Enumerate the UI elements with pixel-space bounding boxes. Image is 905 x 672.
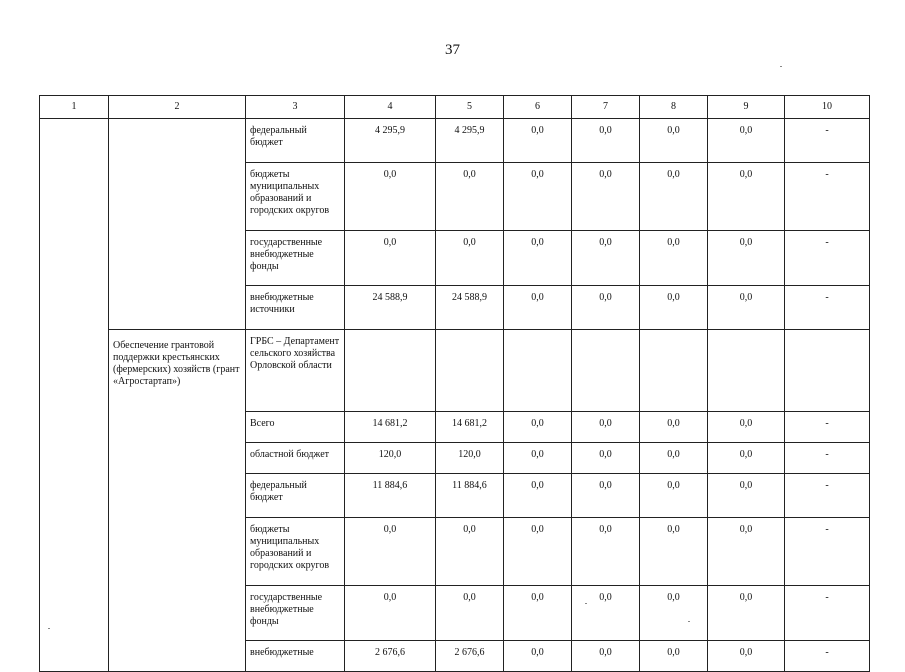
value-cell: [504, 330, 572, 412]
value-cell: 2 676,6: [345, 641, 436, 672]
value-cell: -: [785, 163, 870, 231]
header-cell: 9: [708, 96, 785, 119]
value-cell: 120,0: [436, 443, 504, 474]
value-cell: 14 681,2: [436, 412, 504, 443]
value-cell: 120,0: [345, 443, 436, 474]
value-cell: 0,0: [345, 231, 436, 286]
table-row: [40, 119, 870, 163]
value-cell: 0,0: [708, 474, 785, 518]
value-cell: [785, 330, 870, 412]
value-cell: 0,0: [640, 586, 708, 641]
value-cell: [708, 330, 785, 412]
header-cell: 8: [640, 96, 708, 119]
value-cell: 0,0: [572, 518, 640, 586]
value-cell: 0,0: [345, 586, 436, 641]
value-cell: 0,0: [436, 163, 504, 231]
value-cell: 0,0: [572, 641, 640, 672]
scan-speck: [780, 66, 782, 67]
value-cell: 0,0: [572, 231, 640, 286]
value-cell: 0,0: [640, 474, 708, 518]
value-cell: 0,0: [572, 412, 640, 443]
value-cell: 0,0: [708, 231, 785, 286]
value-cell: 0,0: [504, 586, 572, 641]
source-label: бюджеты муниципальных образований и городских округов: [246, 518, 345, 586]
value-cell: 0,0: [504, 231, 572, 286]
value-cell: 0,0: [572, 586, 640, 641]
source-label: федеральный бюджет: [246, 119, 345, 163]
event-cell-empty: [109, 119, 246, 330]
value-cell: -: [785, 286, 870, 330]
value-cell: 0,0: [436, 231, 504, 286]
source-label: внебюджетные источники: [246, 286, 345, 330]
value-cell: 0,0: [640, 231, 708, 286]
value-cell: -: [785, 641, 870, 672]
value-cell: 11 884,6: [345, 474, 436, 518]
value-cell: 0,0: [436, 586, 504, 641]
value-cell: 11 884,6: [436, 474, 504, 518]
value-cell: 0,0: [708, 163, 785, 231]
value-cell: 0,0: [345, 518, 436, 586]
scan-speck: [48, 628, 50, 629]
header-cell: 5: [436, 96, 504, 119]
value-cell: 0,0: [640, 641, 708, 672]
source-label: ГРБС – Департамент сельского хозяйства Орловской области: [246, 330, 345, 412]
header-cell: 1: [40, 96, 109, 119]
value-cell: 0,0: [504, 474, 572, 518]
value-cell: 0,0: [708, 286, 785, 330]
source-label: внебюджетные: [246, 641, 345, 672]
scan-speck: [585, 603, 587, 604]
header-cell: 10: [785, 96, 870, 119]
page-number: 37: [445, 42, 460, 58]
scan-speck: [688, 621, 690, 622]
value-cell: 0,0: [708, 119, 785, 163]
value-cell: 24 588,9: [436, 286, 504, 330]
value-cell: -: [785, 586, 870, 641]
value-cell: 0,0: [572, 119, 640, 163]
value-cell: 4 295,9: [436, 119, 504, 163]
header-cell: 2: [109, 96, 246, 119]
value-cell: -: [785, 443, 870, 474]
value-cell: 0,0: [572, 163, 640, 231]
value-cell: 0,0: [504, 443, 572, 474]
header-cell: 3: [246, 96, 345, 119]
value-cell: 2 676,6: [436, 641, 504, 672]
value-cell: 0,0: [504, 412, 572, 443]
value-cell: 0,0: [640, 286, 708, 330]
value-cell: 0,0: [345, 163, 436, 231]
source-label: федеральный бюджет: [246, 474, 345, 518]
value-cell: 0,0: [504, 518, 572, 586]
value-cell: 0,0: [640, 443, 708, 474]
value-cell: -: [785, 412, 870, 443]
value-cell: 0,0: [640, 163, 708, 231]
source-label: государственные внебюджетные фонды: [246, 586, 345, 641]
value-cell: [436, 330, 504, 412]
source-label: Всего: [246, 412, 345, 443]
header-cell: 6: [504, 96, 572, 119]
source-label: бюджеты муниципальных образований и городских округов: [246, 163, 345, 231]
value-cell: 24 588,9: [345, 286, 436, 330]
value-cell: 14 681,2: [345, 412, 436, 443]
value-cell: 0,0: [504, 286, 572, 330]
source-label: областной бюджет: [246, 443, 345, 474]
value-cell: -: [785, 518, 870, 586]
table-row: [40, 330, 870, 412]
index-cell: [40, 119, 109, 672]
value-cell: 0,0: [504, 163, 572, 231]
value-cell: 0,0: [708, 412, 785, 443]
source-label: государственные внебюджетные фонды: [246, 231, 345, 286]
value-cell: 0,0: [504, 119, 572, 163]
header-cell: 4: [345, 96, 436, 119]
value-cell: [572, 330, 640, 412]
value-cell: 4 295,9: [345, 119, 436, 163]
table-header-row: [40, 96, 870, 119]
budget-table: [39, 95, 870, 672]
value-cell: 0,0: [708, 586, 785, 641]
value-cell: 0,0: [640, 518, 708, 586]
value-cell: 0,0: [708, 518, 785, 586]
value-cell: 0,0: [640, 412, 708, 443]
value-cell: 0,0: [504, 641, 572, 672]
value-cell: -: [785, 474, 870, 518]
event-name: Обеспечение грантовой поддержки крестьянских (фермерских) хозяйств (грант «Агростартап»): [109, 330, 246, 672]
value-cell: -: [785, 231, 870, 286]
value-cell: 0,0: [708, 641, 785, 672]
value-cell: 0,0: [708, 443, 785, 474]
value-cell: 0,0: [640, 119, 708, 163]
value-cell: -: [785, 119, 870, 163]
value-cell: 0,0: [572, 474, 640, 518]
value-cell: 0,0: [572, 286, 640, 330]
value-cell: 0,0: [572, 443, 640, 474]
header-cell: 7: [572, 96, 640, 119]
value-cell: [640, 330, 708, 412]
value-cell: 0,0: [436, 518, 504, 586]
value-cell: [345, 330, 436, 412]
